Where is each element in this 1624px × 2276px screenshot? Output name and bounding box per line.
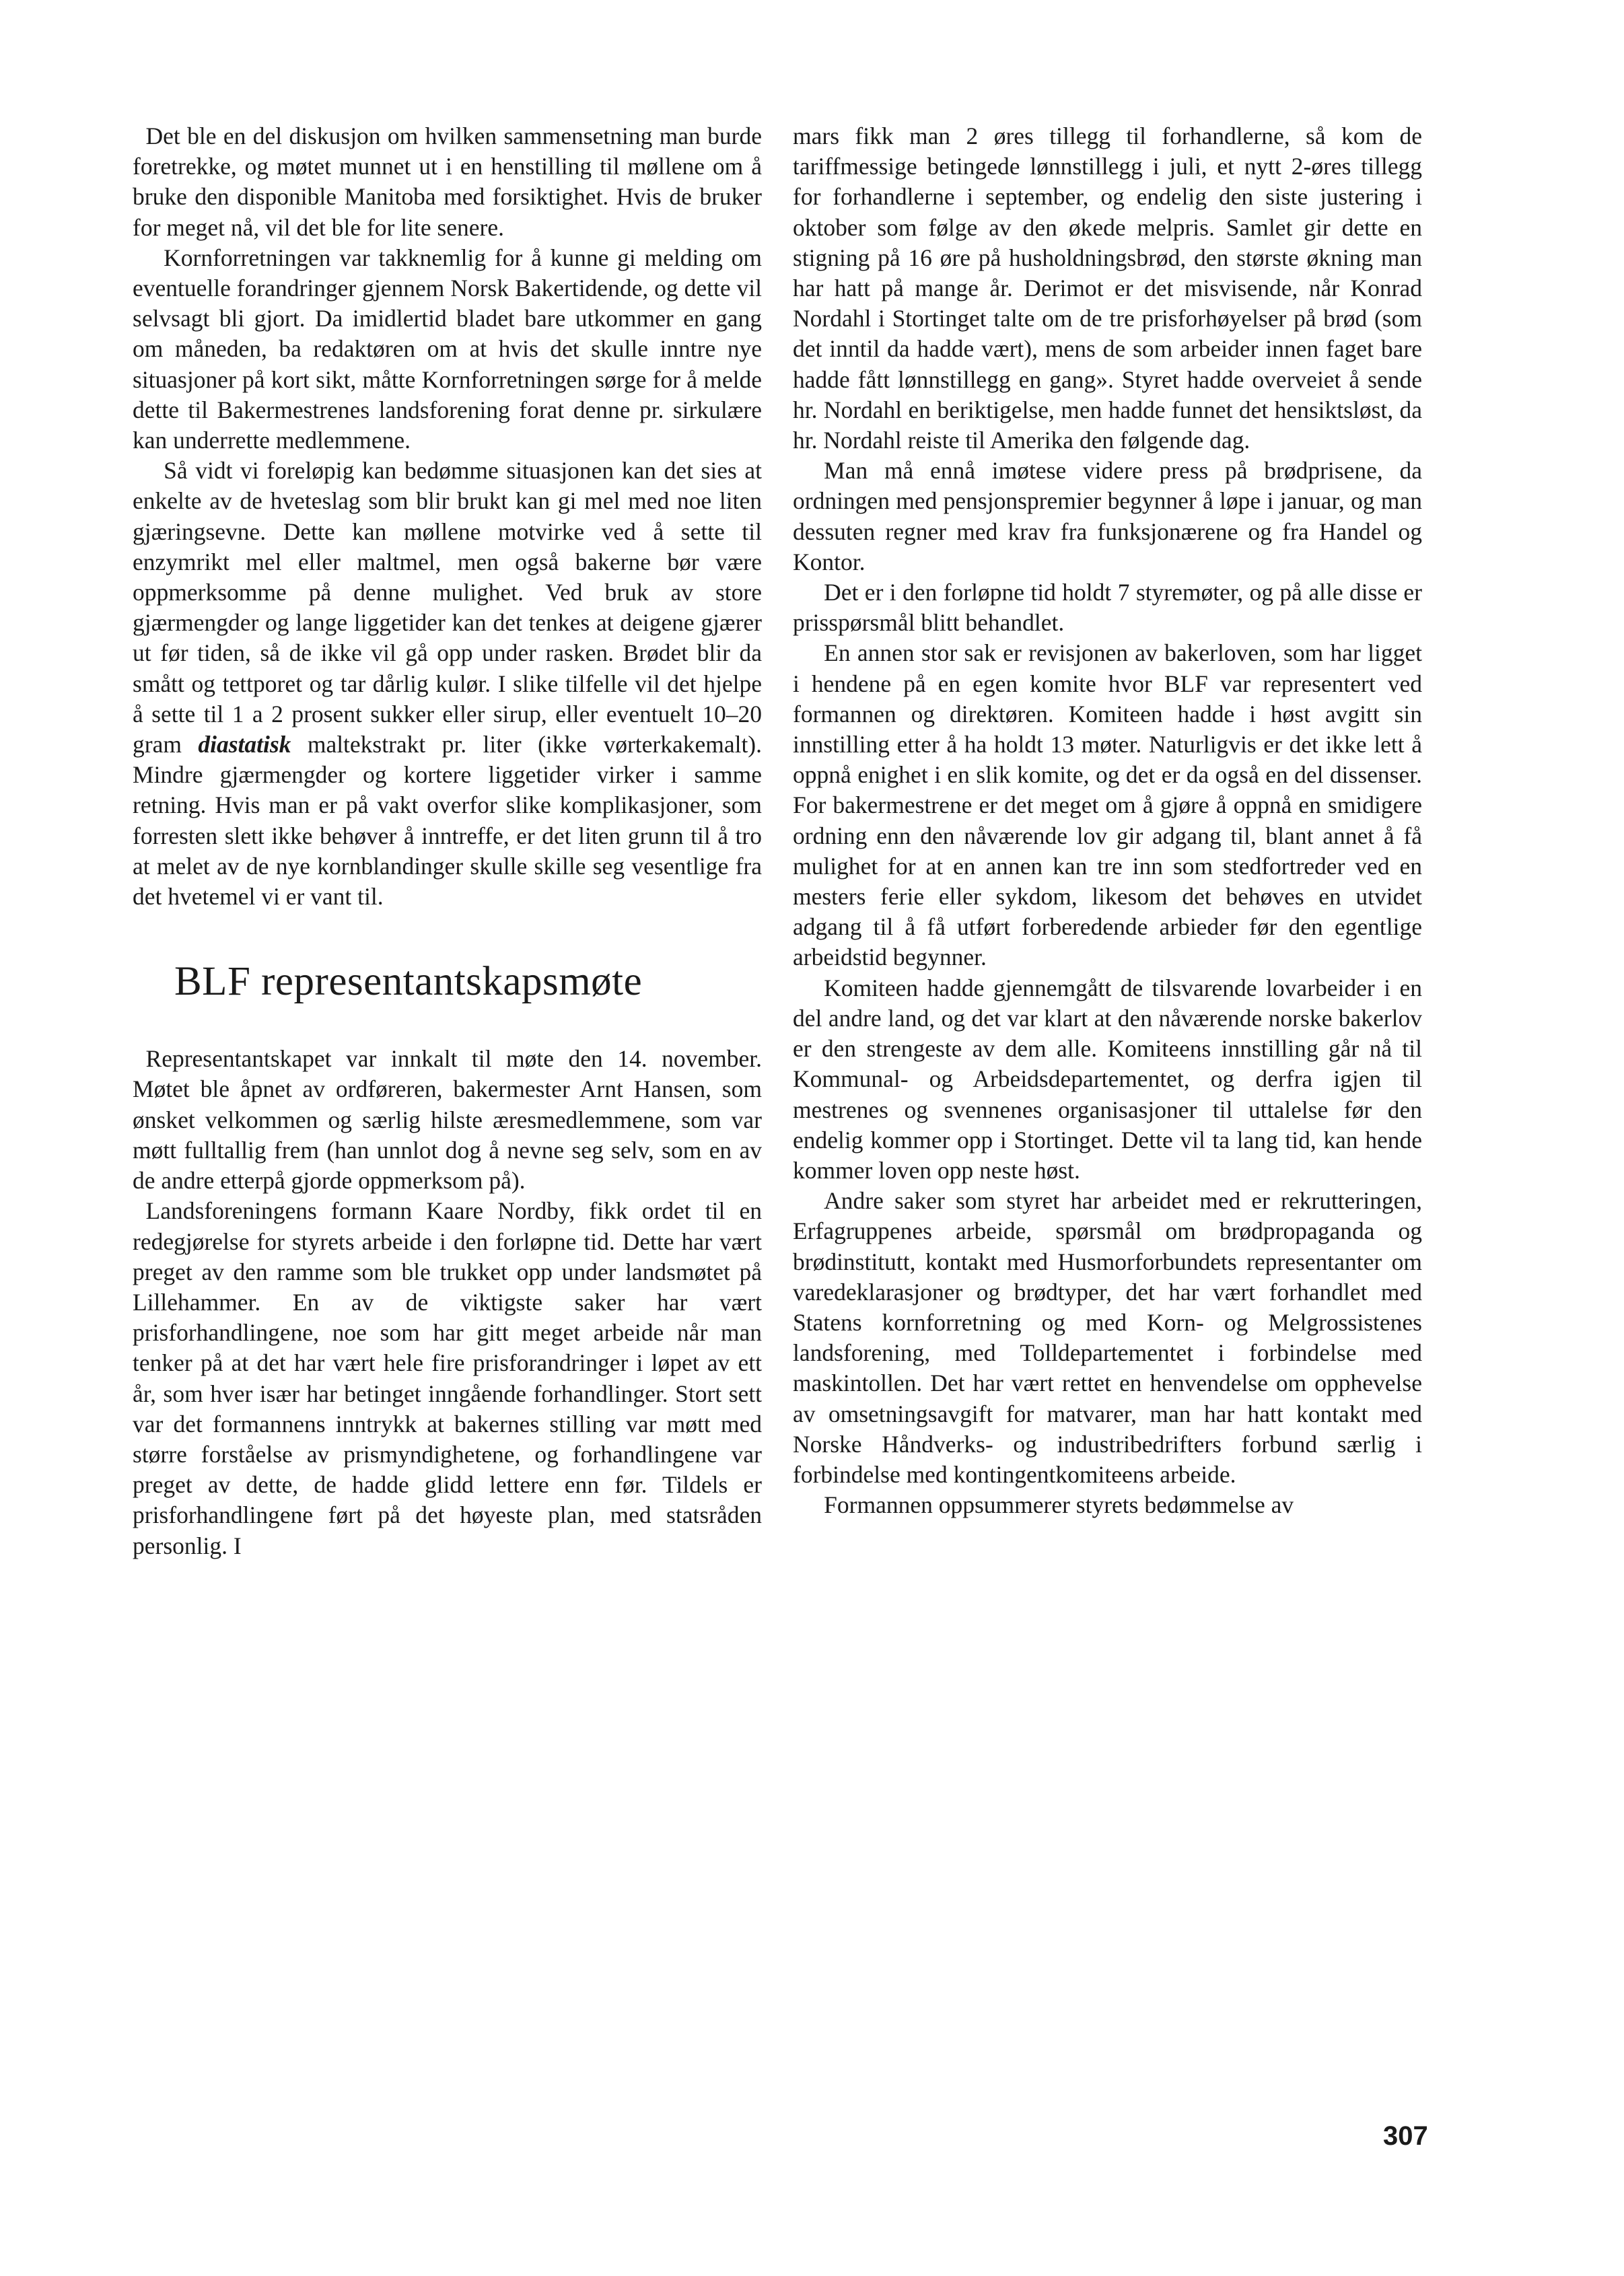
right-column <box>793 121 1422 1520</box>
section-heading: BLF representantskapsmøte <box>174 959 643 1005</box>
paragraph: Det er i den forløpne tid holdt 7 styremøter, og på alle disse er prisspørsmål blitt behandlet. <box>793 579 1422 637</box>
paragraph: Man må ennå imøtese videre press på brødprisene, da ordningen med pensjonspremier begynner å løpe i januar, og man dessuten regner med krav fra funksjonærene og fra Handel og Kontor. <box>793 457 1422 575</box>
page-number: 307 <box>1383 2121 1428 2151</box>
paragraph: Det ble en del diskusjon om hvilken sammensetning man burde foretrekke, og møtet munnet ut i en henstilling til møllene om å bruke den disponible Manitoba med forsiktighet. Hvis de bruker for meget nå, vil det ble for lite senere. <box>133 122 762 241</box>
paragraph: Komiteen hadde gjennemgått de tilsvarende lovarbeider i en del andre land, og det var klart at den nåværende norske bakerlov er den strengeste av dem alle. Komiteens innstilling går nå til Kommunal- og Arbeidsdepartementet, og derfra igjen til mestrenes og svennenes organisasjoner til uttalelse før den endelig kommer opp i Stortinget. Dette vil ta lang tid, kan hende kommer loven opp neste høst. <box>793 974 1422 1184</box>
paragraph: Landsforeningens formann Kaare Nordby, fikk ordet til en redegjørelse for styrets arbeide i den forløpne tid. Dette har vært preget av den ramme som ble trukket opp under landsmøtet på Lillehammer. En av de viktigste saker har vært prisforhandlingene, noe som har gitt meget arbeide når man tenker på at det har vært hele fire prisforandringer i løpet av ett år, som hver især har betinget inngående forhandlinger. Stort sett var det formannens inntrykk at bakernes stilling var møtt med større forståelse av prismyndighetene, og forhandlingene var preget av dette, de hadde glidd lettere enn før. Tildels er prisforhandlingene ført på det høyeste plan, med statsråden personlig. I <box>133 1197 762 1559</box>
paragraph: mars fikk man 2 øres tillegg til forhandlerne, så kom de tariffmessige betingede lønnstillegg i juli, et nytt 2-øres tillegg for forhandlerne i september, og endelig den siste justering i oktober som følge av den økede melpris. Samlet gir dette en stigning på 16 øre på husholdningsbrød, den største økning man har hatt på mange år. Derimot er det misvisende, når Konrad Nordahl i Stortinget talte om de tre prisforhøyelser på brød (som det inntil da hadde vært), mens de som arbeider innen faget bare hadde fått lønnstillegg en gang». Styret hadde overveiet å sende hr. Nordahl en beriktigelse, men hadde funnet det hensiktsløst, da hr. Nordahl reiste til Amerika den følgende dag. <box>793 122 1422 454</box>
paragraph: Representantskapet var innkalt til møte den 14. november. Møtet ble åpnet av ordføreren, bakermester Arnt Hansen, som ønsket velkommen og særlig hilste æresmedlemmene, som var møtt fulltallig frem (han unnlot dog å nevne seg selv, som en av de andre etterpå gjorde oppmerksom på). <box>133 1045 762 1195</box>
paragraph: Formannen oppsummerer styrets bedømmelse av <box>824 1491 1294 1519</box>
paragraph: Kornforretningen var takknemlig for å kunne gi melding om eventuelle forandringer gjennem Norsk Bakertidende, og dette vil selvsagt bli gjort. Da imidlertid bladet bare utkommer en gang om måneden, ba redaktøren om at hvis det skulle inntre nye situasjoner på kort sikt, måtte Kornforretningen sørge for å melde dette til Bakermestrenes landsforening forat denne pr. sirkulære kan underrette medlemmene. <box>133 244 762 454</box>
emphasized-word: diastatisk <box>198 731 291 758</box>
left-column <box>133 121 762 1561</box>
paragraph <box>133 456 762 912</box>
paragraph-text: maltekstrakt pr. liter (ikke vørterkakemalt). Mindre gjærmengder og kortere liggetider virker i samme retning. Hvis man er på vakt overfor slike komplikasjoner, som forresten slett ikke behøver å inntreffe, er det liten grunn til å tro at melet av de nye kornblandinger skulle skille seg vesentlige fra det hvetemel vi er vant til. <box>133 731 763 911</box>
paragraph: Andre saker som styret har arbeidet med er rekrutteringen, Erfagruppenes arbeide, spørsmål om brødpropaganda og brødinstitutt, kontakt med Husmorforbundets representanter om varedeklarasjoner og brødtyper, det har vært forhandlet med Statens kornforretning og med Korn- og Melgrossistenes landsforening, med Tolldepartementet i forbindelse med maskintollen. Det har vært rettet en henvendelse om opphevelse av omsetningsavgift for matvarer, man har hatt kontakt med Norske Håndverks- og industribedrifters forbund særlig i forbindelse med kontingentkomiteens arbeide. <box>793 1187 1422 1488</box>
paragraph: En annen stor sak er revisjonen av bakerloven, som har ligget i hendene på en egen komite hvor BLF var representert ved formannen og direktøren. Komiteen hadde i høst avgitt sin innstilling etter å ha holdt 13 møter. Naturligvis er det ikke lett å oppnå enighet i en slik komite, og det er da også en del dissenser. For bakermestrene er det meget om å gjøre å oppnå en smidigere ordning enn den nåværende lov gir adgang til, blant annet å få mulighet for at en annen kan tre inn som stedfortreder ved en mesters ferie eller sykdom, likesom det behøves en utvidet adgang til å få utført forberedende arbieder før den egentlige arbeidstid begynner. <box>793 639 1422 971</box>
paragraph-text: Så vidt vi foreløpig kan bedømme situasjonen kan det sies at enkelte av de hveteslag som blir brukt kan gi mel med noe liten gjæringsevne. Dette kan møllene motvirke ved å sette til enzymrikt mel eller maltmel, men også bakerne bør være oppmerksomme på denne mulighet. Ved bruk av store gjærmengder og lange liggetider kan det tenkes at deigene gjærer ut før tiden, så de ikke vil gå opp under rasken. Brødet blir da smått og tettporet og tar dårlig kulør. I slike tilfelle vil det hjelpe å sette til 1 a 2 prosent sukker eller sirup, eller eventuelt 10–20 gram <box>133 457 762 758</box>
